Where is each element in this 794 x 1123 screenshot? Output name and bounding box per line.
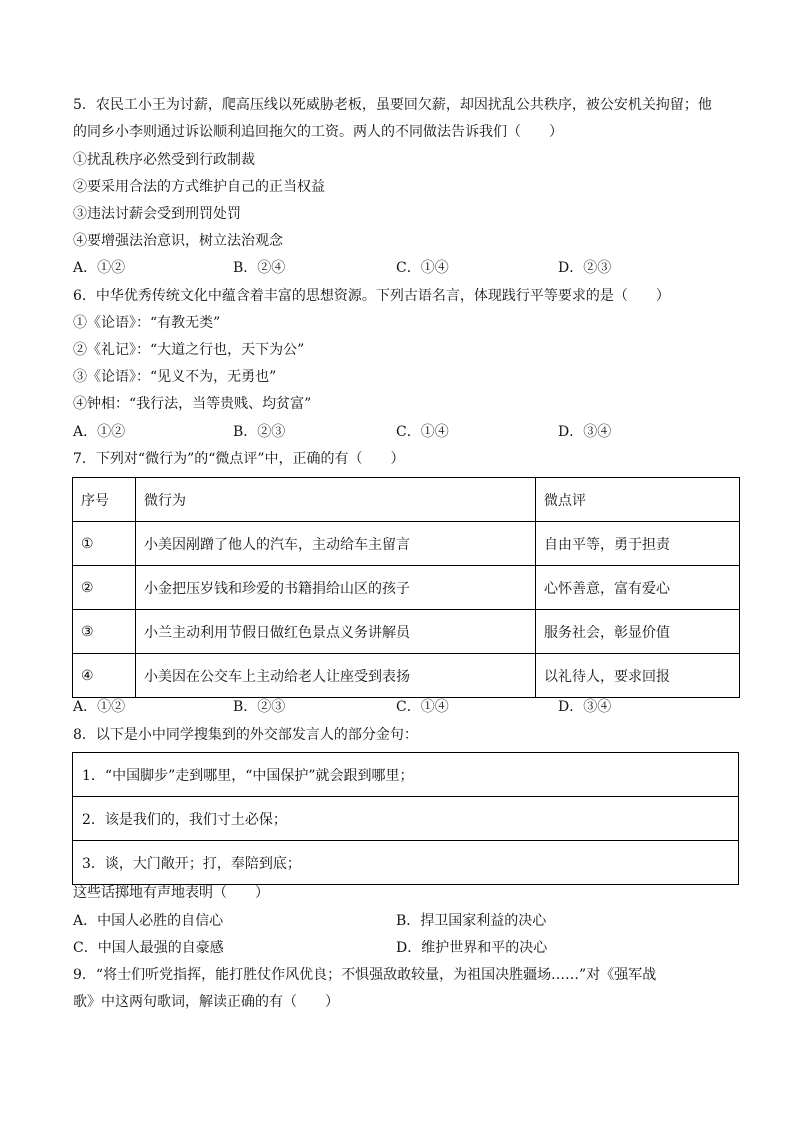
quote-text: 2．该是我们的，我们寸土必保； (73, 797, 739, 841)
q8-option-a[interactable]: A．中国人必胜的自信心 (73, 913, 224, 929)
table-cell-comment: 以礼待人，要求回报 (536, 654, 740, 698)
q8-option-b[interactable]: B．捍卫国家利益的决心 (396, 913, 547, 929)
quote-text: 1．“中国脚步”走到哪里，“中国保护”就会跟到哪里； (73, 753, 739, 797)
q8-options-row1 (73, 911, 733, 931)
q6-item-4: ④钟相：“我行法，当等贵贱、均贫富” (73, 396, 312, 412)
table-cell-comment: 服务社会，彰显价值 (536, 610, 740, 654)
list-item (73, 797, 739, 841)
q7-option-b[interactable]: B．②③ (233, 699, 286, 715)
q7-options (73, 697, 733, 717)
q5-option-d[interactable]: D．②③ (558, 260, 612, 276)
table-cell-behavior: 小美因剐蹭了他人的汽车，主动给车主留言 (136, 522, 536, 566)
q6-item-2: ②《礼记》：“大道之行也，天下为公” (73, 342, 305, 358)
q6-stem: 6．中华优秀传统文化中蕴含着丰富的思想资源。下列古语名言，体现践行平等要求的是（ ） (73, 288, 670, 304)
table-header-row (73, 478, 740, 522)
q6-option-a[interactable]: A．①② (73, 424, 126, 440)
q6-option-c[interactable]: C．①④ (396, 424, 449, 440)
q5-item-2: ②要采用合法的方式维护自己的正当权益 (73, 179, 325, 195)
table-row (73, 522, 740, 566)
table-row (73, 654, 740, 698)
q8-question: 这些话掷地有声地表明（ ） (73, 885, 269, 901)
table-cell-behavior: 小金把压岁钱和珍爱的书籍捐给山区的孩子 (136, 566, 536, 610)
q8-quote-box (72, 752, 739, 885)
list-item (73, 841, 739, 885)
table-row (73, 566, 740, 610)
table-cell-index: ④ (73, 654, 136, 698)
table-cell-index: ② (73, 566, 136, 610)
q8-stem: 8．以下是小中同学搜集到的外交部发言人的部分金句： (73, 727, 418, 743)
q6-option-b[interactable]: B．②③ (233, 424, 286, 440)
table-cell-behavior: 小美因在公交车上主动给老人让座受到表扬 (136, 654, 536, 698)
header-cell-index: 序号 (73, 478, 136, 522)
table-cell-behavior: 小兰主动利用节假日做红色景点义务讲解员 (136, 610, 536, 654)
q7-option-c[interactable]: C．①④ (396, 699, 449, 715)
table-cell-index: ③ (73, 610, 136, 654)
header-cell-comment: 微点评 (536, 478, 740, 522)
q7-option-d[interactable]: D．③④ (558, 699, 612, 715)
q5-item-4: ④要增强法治意识，树立法治观念 (73, 233, 283, 249)
q7-table (72, 477, 740, 698)
table-cell-comment: 心怀善意，富有爱心 (536, 566, 740, 610)
q7-option-a[interactable]: A．①② (73, 699, 126, 715)
q5-item-3: ③违法讨薪会受到刑罚处罚 (73, 206, 241, 222)
q5-stem-line1: 5．农民工小王为讨薪，爬高压线以死威胁老板，虽要回欠薪，却因扰乱公共秩序，被公安机关拘留；他 (73, 97, 712, 113)
table-cell-index: ① (73, 522, 136, 566)
q5-option-a[interactable]: A．①② (73, 260, 126, 276)
q5-stem-line2: 的同乡小李则通过诉讼顺利追回拖欠的工资。两人的不同做法告诉我们（ ） (73, 124, 563, 140)
q9-stem-line2: 歌》中这两句歌词，解读正确的有（ ） (73, 994, 339, 1010)
q7-stem: 7．下列对“微行为”的“微点评”中，正确的有（ ） (73, 451, 405, 467)
q5-item-1: ①扰乱秩序必然受到行政制裁 (73, 152, 255, 168)
q5-option-b[interactable]: B．②④ (233, 260, 286, 276)
q6-item-1: ①《论语》：“有教无类” (73, 315, 221, 331)
table-cell-comment: 自由平等，勇于担责 (536, 522, 740, 566)
q5-option-c[interactable]: C．①④ (396, 260, 449, 276)
q5-options (73, 258, 733, 278)
list-item (73, 753, 739, 797)
q8-option-c[interactable]: C．中国人最强的自豪感 (73, 940, 224, 956)
q6-options (73, 422, 733, 442)
q6-option-d[interactable]: D．③④ (558, 424, 612, 440)
q9-stem-line1: 9．“将士们听党指挥，能打胜仗作风优良；不惧强敌敢较量，为祖国决胜疆场……”对《强军战 (73, 967, 657, 983)
quote-text: 3．谈，大门敞开；打，奉陪到底； (73, 841, 739, 885)
q8-options-row2 (73, 938, 733, 958)
q6-item-3: ③《论语》：“见义不为，无勇也” (73, 369, 277, 385)
header-cell-behavior: 微行为 (136, 478, 536, 522)
q8-option-d[interactable]: D．维护世界和平的决心 (396, 940, 548, 956)
table-row (73, 610, 740, 654)
